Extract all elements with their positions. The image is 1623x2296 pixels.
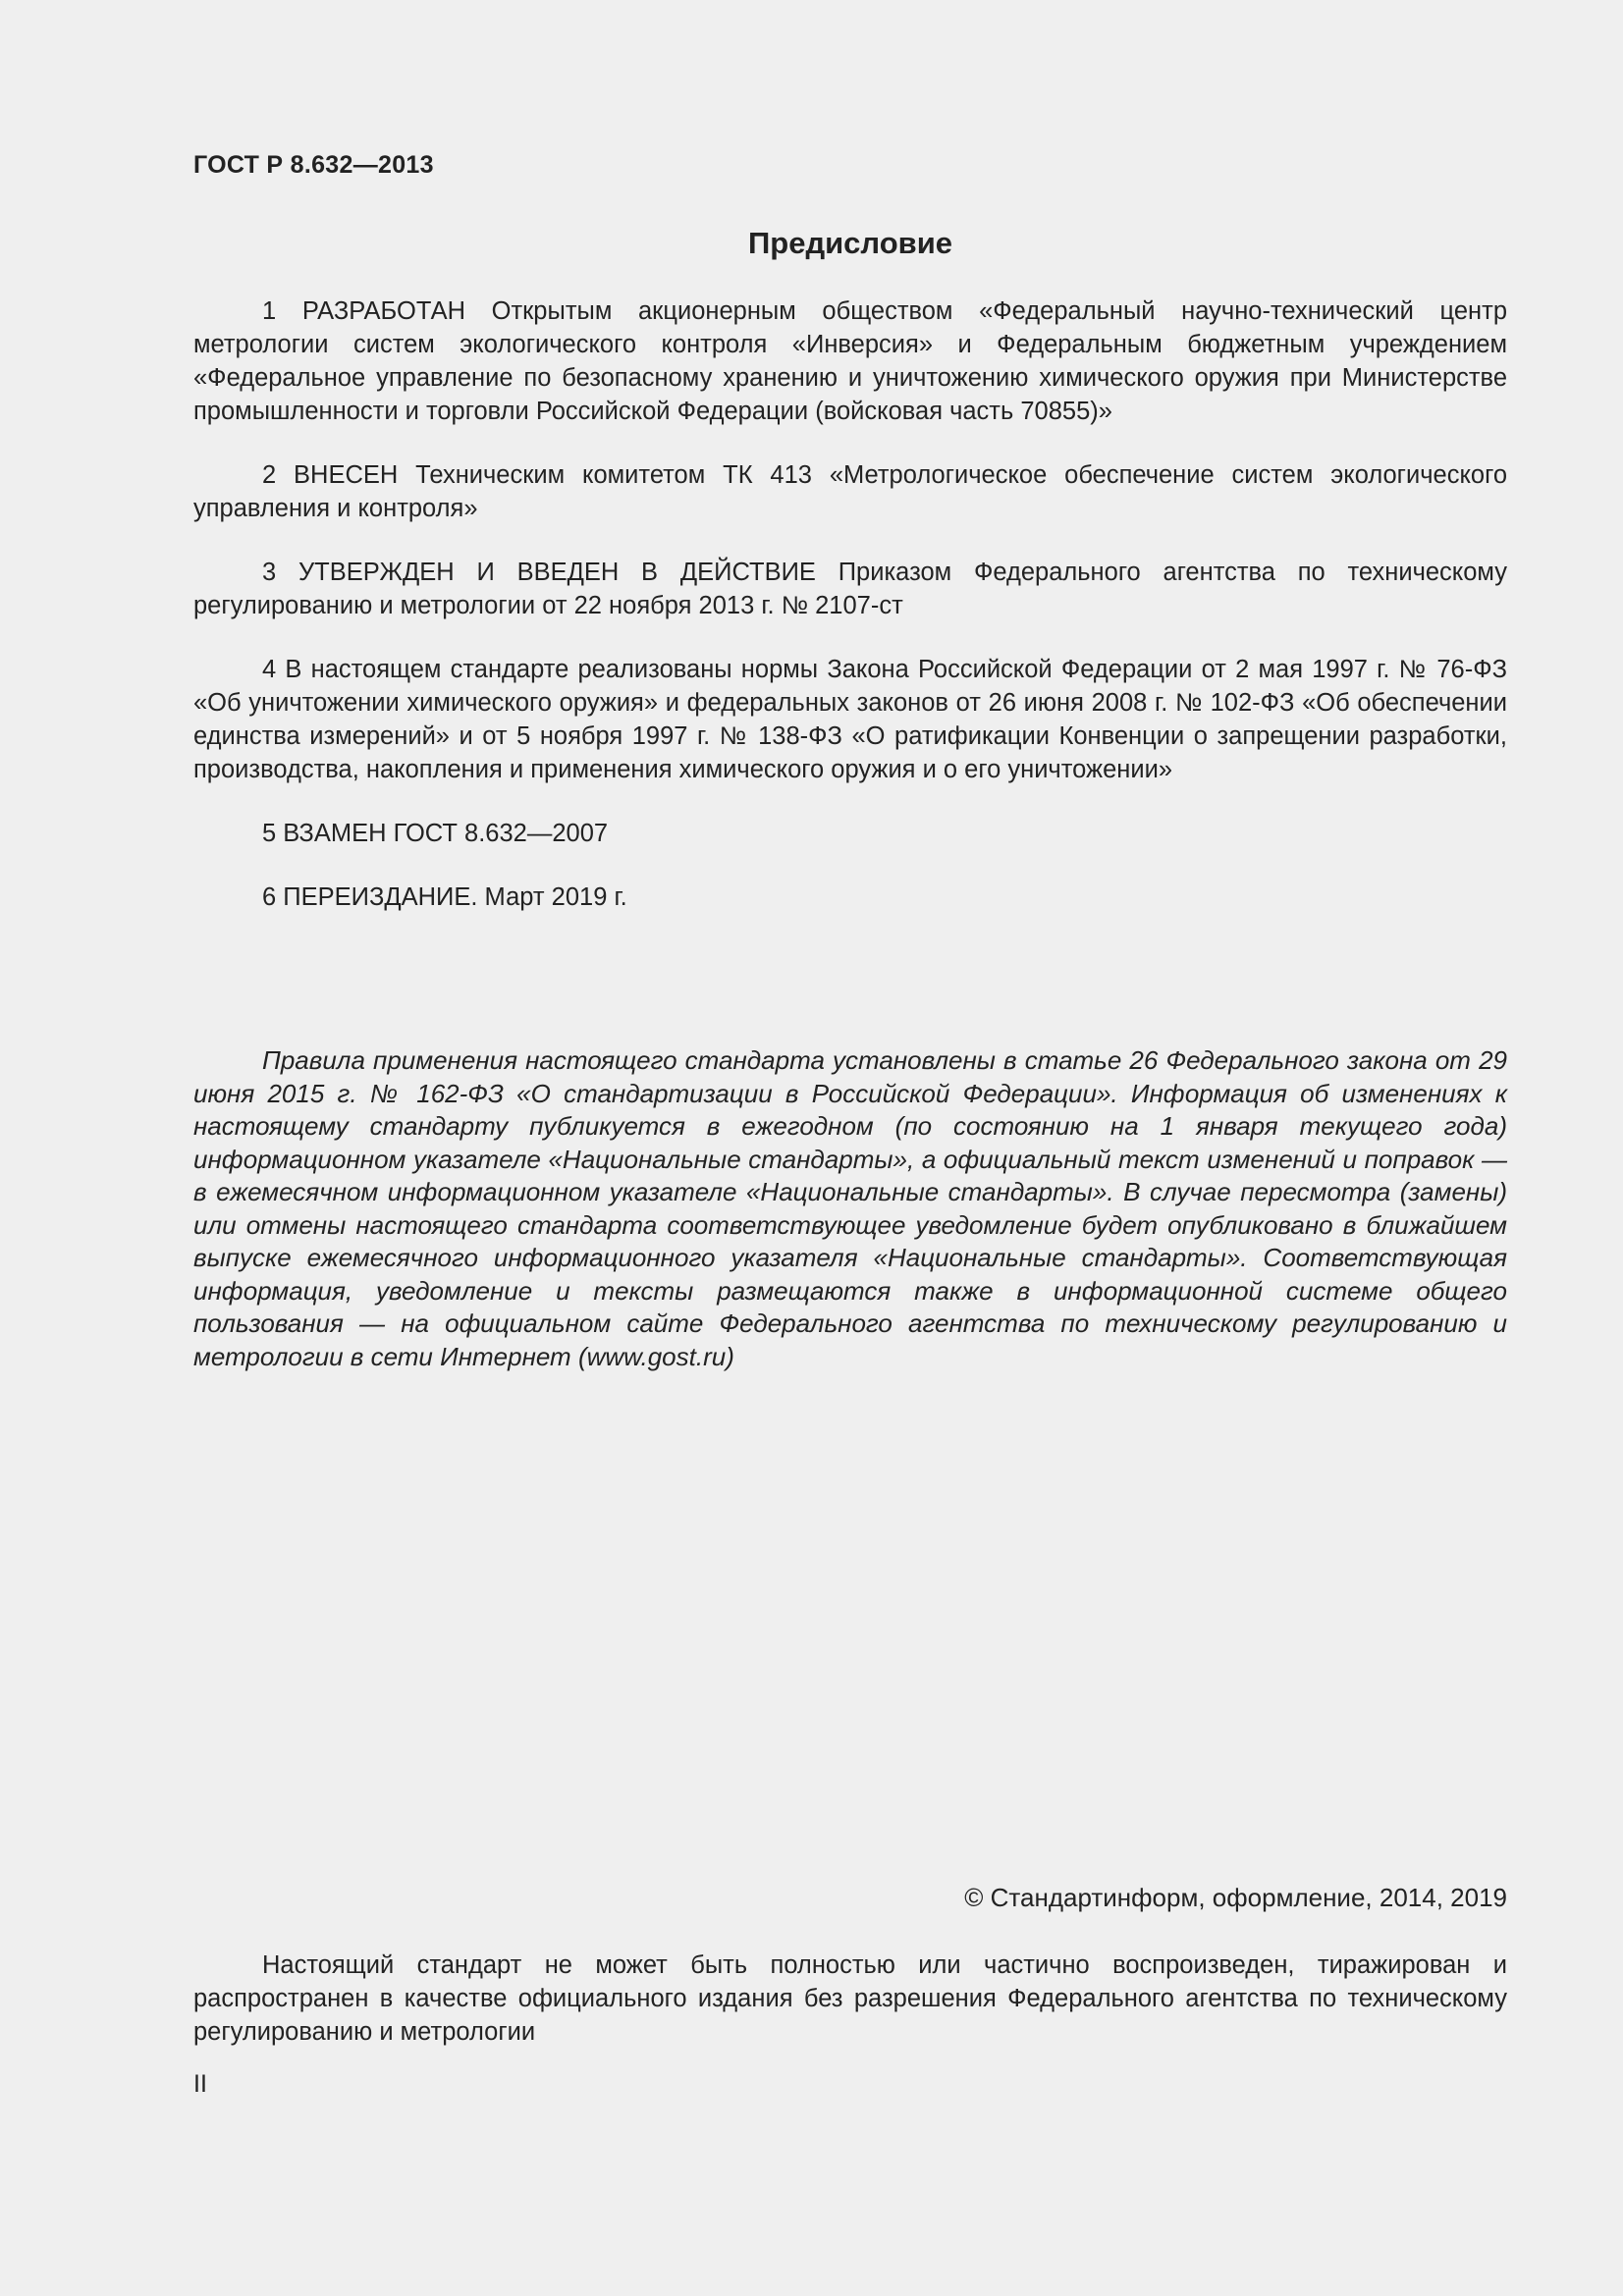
document-id: ГОСТ Р 8.632—2013 — [193, 151, 434, 179]
foreword-item-laws: 4 В настоящем стандарте реализованы нормы Закона Российской Федерации от 2 мая 1997 г. № 76-ФЗ «Об уничтожении химического оружия» и федеральных законов от 26 июня 2008 г. № 102-ФЗ «Об обеспечении единства измерений» и от 5 ноября 1997 г. № 138-ФЗ «О ратификации Конвенции о запрещении разработки, производства, накопления и применения химического оружия и о его уничтожении» — [193, 656, 1507, 783]
foreword-items — [193, 294, 1507, 944]
foreword-item-approved: 3 УТВЕРЖДЕН И ВВЕДЕН В ДЕЙСТВИЕ Приказом Федерального агентства по техническому регулированию и метрологии от 22 ноября 2013 г. № 2107-ст — [193, 559, 1507, 619]
copyright-line: © Стандартинформ, оформление, 2014, 2019 — [964, 1883, 1507, 1912]
page-title: Предисловие — [747, 226, 952, 260]
foreword-item-developed: 1 РАЗРАБОТАН Открытым акционерным обществом «Федеральный научно-технический центр метрологии систем экологического контроля «Инверсия» и Федеральным бюджетным учреждением «Федеральное управление по безопасному хранению и уничтожению химического оружия при Министерстве промышленности и торговли Российской Федерации (войсковая часть 70855)» — [193, 297, 1507, 425]
page-number: II — [193, 2070, 207, 2098]
foreword-item-submitted: 2 ВНЕСЕН Техническим комитетом ТК 413 «Метрологическое обеспечение систем экологического управления и контроля» — [193, 461, 1507, 522]
foreword-item-reissue: 6 ПЕРЕИЗДАНИЕ. Март 2019 г. — [262, 883, 627, 911]
reproduction-rights-notice: Настоящий стандарт не может быть полностью или частично воспроизведен, тиражирован и распространен в качестве официального издания без разрешения Федерального агентства по техническому регулированию и метрологии — [193, 1951, 1507, 2046]
foreword-item-replaces: 5 ВЗАМЕН ГОСТ 8.632—2007 — [262, 820, 609, 847]
application-rules-notice: Правила применения настоящего стандарта установлены в статье 26 Федерального закона от 29 июня 2015 г. № 162-ФЗ «О стандартизации в Российской Федерации». Информация об изменениях к настоящему стандарту публикуется в ежегодном (по состоянию на 1 января текущего года) информационном указателе «Национальные стандарты», а официальный текст изменений и поправок — в ежемесячном информационном указателе «Национальные стандарты». В случае пересмотра (замены) или отмены настоящего стандарта соответствующее уведомление будет опубликовано в ближайшем выпуске ежемесячного информационного указателя «Национальные стандарты». Соответствующая информация, уведомление и тексты размещаются также в информационной системе общего пользования — на официальном сайте Федерального агентства по техническому регулированию и метрологии в сети Интернет (www.gost.ru) — [193, 1045, 1507, 1371]
